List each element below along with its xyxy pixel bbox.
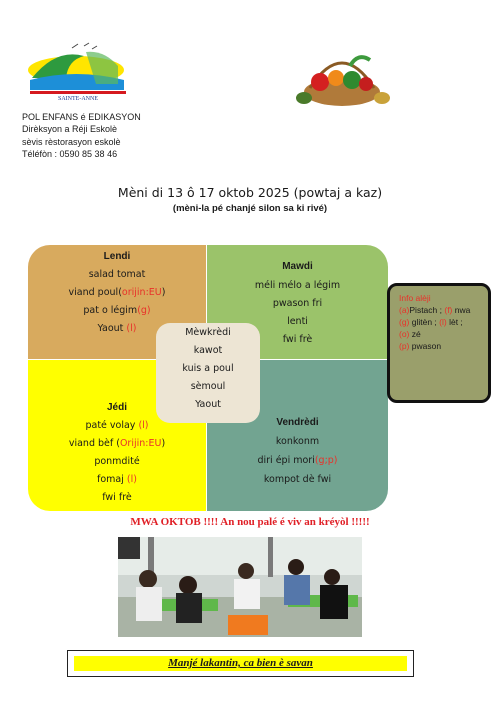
dish: viand bèf (Orijin:EU) <box>68 438 166 449</box>
dish: paté volay (l) <box>85 420 149 431</box>
day-label: Lendi <box>103 251 131 262</box>
allergen-line: (a)Pistach ; (f) nwa <box>399 305 471 315</box>
org-line: Téléfòn : 0590 85 38 46 <box>22 149 118 160</box>
allergen-title: Info alèji <box>399 293 431 303</box>
dish: konkonm <box>275 436 320 447</box>
dish: salad tomat <box>88 269 146 280</box>
dish: Yaout <box>195 399 221 410</box>
dish: fwi frè <box>282 334 313 345</box>
dish: kawot <box>193 345 223 356</box>
org-line: Dirèksyon a Réji Eskolè <box>22 124 118 135</box>
classroom-photo-icon <box>118 537 362 637</box>
allergen-line: (g) glitèn ; (l) lèt ; <box>399 317 463 327</box>
allergen-info-box <box>387 283 491 403</box>
organization-block <box>22 111 141 161</box>
vegetable-basket-icon <box>290 48 394 112</box>
sainte-anne-logo-icon <box>26 40 130 102</box>
slogan: MWA OKTOB !!!! An nou palé é viv an kréyòl !!!!! <box>130 516 370 528</box>
menu-title: Mèni di 13 ô 17 oktob 2025 (powtaj a kaz) <box>117 185 383 200</box>
day-label: Mawdi <box>282 261 313 272</box>
dish: fwi frè <box>102 492 132 503</box>
org-line: sèvis rèstorasyon eskolè <box>22 136 121 147</box>
day-label: Vendrèdi <box>276 417 319 428</box>
dish: viand poul(orijin:EU) <box>68 287 166 298</box>
menu-panel-mercredi <box>156 323 260 423</box>
org-line: POL ENFANS é EDIKASYON <box>22 112 141 122</box>
svg-text:SAINTE-ANNE: SAINTE-ANNE <box>58 96 98 102</box>
day-label: Jédi <box>106 402 127 413</box>
dish: méli mélo a légim <box>254 280 341 291</box>
day-label: Mèwkrèdi <box>185 327 231 338</box>
dish: pwason fri <box>272 298 323 309</box>
dish: kuis a poul <box>182 363 234 374</box>
dish: sèmoul <box>190 381 226 392</box>
footer-banner <box>67 650 414 677</box>
dish: pat o légim(g) <box>83 305 151 316</box>
dish: diri épi mori(g;p) <box>257 455 338 466</box>
allergen-line: (o) zé <box>399 329 421 339</box>
footer-text: Manjé lakantin, ca bien è savan <box>74 656 407 671</box>
allergen-line: (p) pwason <box>399 341 442 351</box>
dish: ponmdité <box>94 456 140 467</box>
menu-subtitle: (mèni-la pé chanjé silon sa ki rivé) <box>172 203 328 214</box>
dish: lenti <box>287 316 308 327</box>
dish: fomaj (l) <box>97 474 137 485</box>
dish: Yaout (l) <box>97 323 137 334</box>
dish: kompot dè fwi <box>263 474 332 485</box>
